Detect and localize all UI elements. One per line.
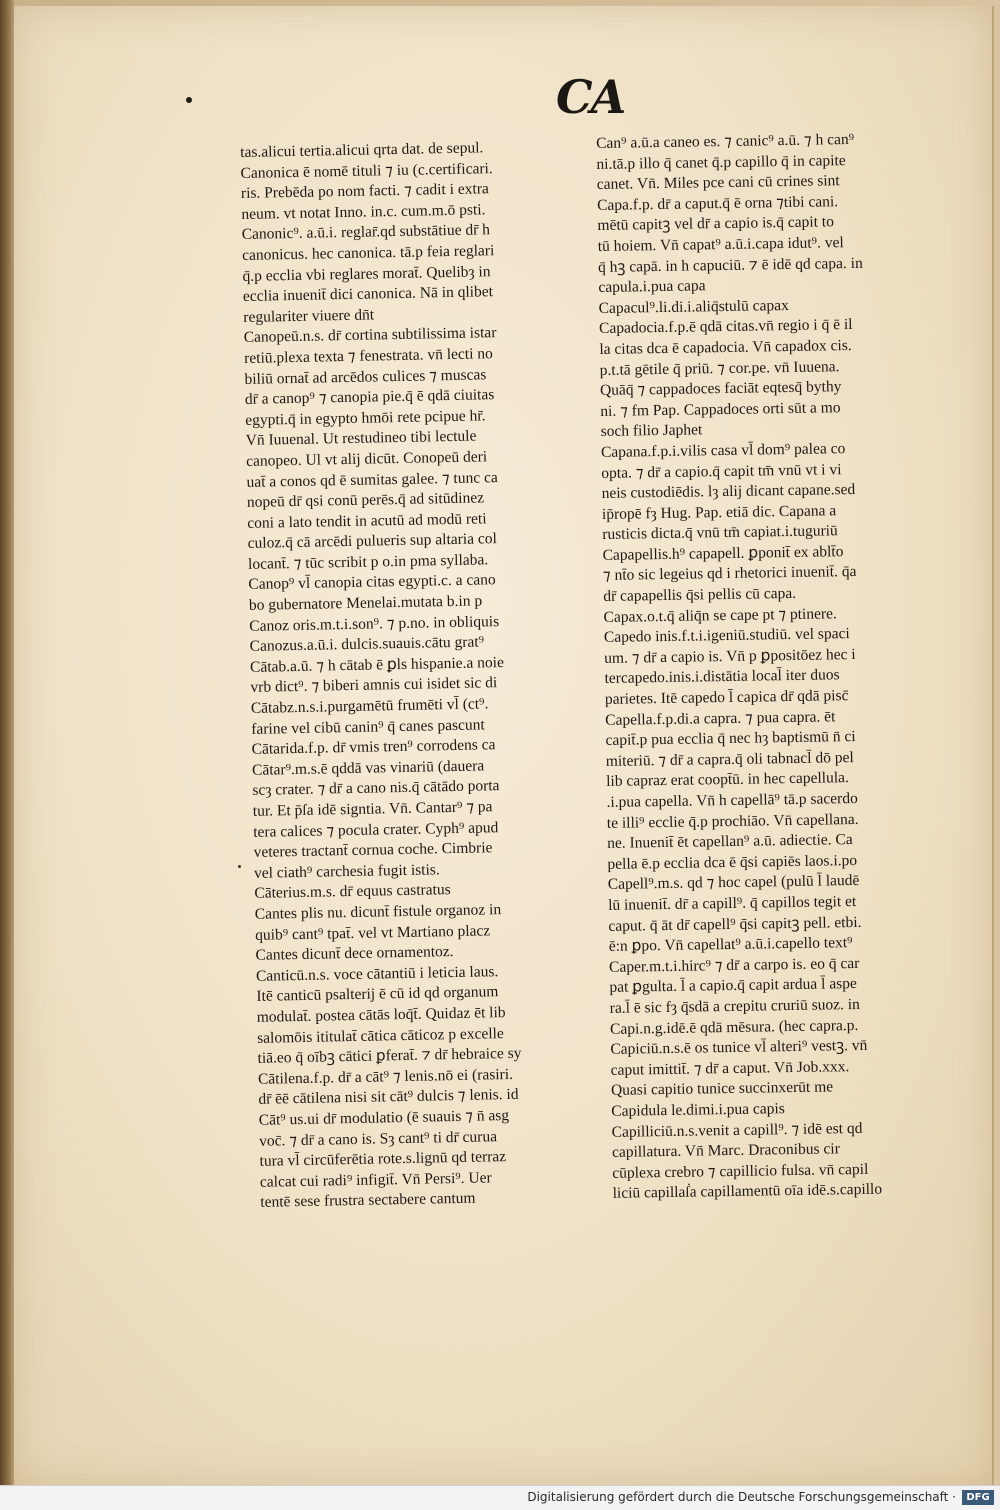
text-line: biliū ornat̄ ad arcēdos culices ⁊ muscas (244, 365, 487, 388)
text-line: modulat̄. postea cātās loq̄t̄. Quidaz ēt lib (256, 1004, 506, 1026)
text-line: ecclia inuenit̄ dici canonica. Nā in qlibet (242, 283, 494, 306)
text-line: Cātabz.n.s.i.purgamētū frumēti vl̄ (ct⁹. (250, 695, 489, 717)
text-line: Cantes plis nu. dicunt̄ fistule organoz in (254, 901, 502, 923)
text-line: Canonic⁹. a.ū.i. reglar̄.qd substātiue dr̄ h (241, 221, 491, 244)
text-line: tura vl̄ circūferētia rote.s.lignū qd terraz (259, 1148, 507, 1170)
text-line: Capacul⁹.li.di.i.aliq̄stulū capax (598, 296, 789, 317)
text-line: capillatura. Vn̄ Marc. Draconibus cir (611, 1140, 840, 1161)
text-line: Canonica ē nomē tituli ⁊ iu (c.certificari. (240, 159, 493, 182)
text-line: q̄.p ecclia vbi reglares morat̄. Quelibȝ in (242, 262, 491, 285)
text-line: Canop⁹ vl̄ canopia citas egypti.c. a cano (248, 571, 496, 594)
dfg-logo: DFG (962, 1490, 994, 1505)
text-line: uat̄ a conos qd ē sumitas galee. ⁊ tunc ca (246, 468, 498, 491)
text-line: Quāq̄ ⁊ cappadoces faciāt eqtesq̄ bythy (599, 378, 842, 400)
text-line: cūplexa crebro ⁊ capillicio fulsa. vn̄ capil (612, 1160, 869, 1182)
text-line: Capella.f.p.di.a capra. ⁊ pua capra. ēt (605, 707, 836, 729)
text-line: regulariter viuere dn̄t (243, 306, 375, 326)
text-line: parietes. Itē capedo l̄ capica dr̄ qdā pisc̄ (604, 687, 849, 708)
text-line: ē:n ꝑpo. Vn̄ capellat⁹ a.ū.i.capello text⁹ (608, 934, 853, 956)
text-line: Vn̄ Iuuenal. Ut restudineo tibi lectule (245, 427, 477, 450)
text-line: bo gubernatore Menelai.mutata b.in p (248, 592, 483, 614)
text-line: voc̄. ⁊ dr̄ a cano is. Sȝ cant⁹ ti dr̄ curua (258, 1127, 498, 1150)
text-line: neum. vt notat Inno. in.c. cum.m.ō psti. (241, 201, 486, 223)
text-line: calcat cui radi⁹ infigit̄. Vn̄ Persi⁹. Uer (259, 1169, 492, 1191)
text-line: Capa.f.p. dr̄ a caput.q̄ ē orna ⁊tibi cani. (596, 192, 839, 214)
text-line: vel ciath⁹ carchesia fugit istis. (253, 861, 440, 882)
text-line: tercapedo.inis.i.distātia local̄ iter duos (604, 666, 840, 688)
text-line: tū hoiem. Vn̄ capat⁹ a.ū.i.capa idut⁹. vel (597, 234, 844, 255)
text-line: caput. q̄ āt dr̄ capell⁹ q̄si capitꝫ pell. etbi. (608, 913, 862, 935)
text-line: canopeo. Ul vt alij dicūt. Conopeū deri (245, 448, 488, 470)
text-line: Canopeū.n.s. dr̄ cortina subtilissima istar (243, 324, 497, 347)
text-line: retiū.plexa texta ⁊ fenestrata. vn̄ lecti no (243, 345, 493, 367)
text-line: Cāt⁹ us.ui dr̄ modulatio (ē suauis ⁊ n̄ asg (258, 1106, 510, 1129)
text-line: veteres tractant̄ cornua coche. Cimbrie (253, 839, 493, 862)
text-line: Canozus.a.ū.i. dulcis.suauis.cātu grat⁹ (249, 633, 485, 656)
ink-dot-small (238, 865, 241, 868)
text-line: um. ⁊ dr̄ a capio is. Vn̄ p ꝑpositōez hec i (604, 645, 856, 667)
text-line: tas.alicui tertia.alicui qrta dat. de sepul. (240, 139, 484, 161)
text-line: coni a lato tendit in acutū ad modū reti (247, 510, 487, 532)
text-line: canet. Vn̄. Miles pce cani cū crines sint (596, 172, 840, 194)
text-line: canonicus. hec canonica. tā.p feia reglari (241, 242, 495, 264)
text-line: Capax.o.t.q̄ aliq̄n se cape pt ⁊ ptinere. (603, 604, 837, 626)
text-line: scȝ crater. ⁊ dr̄ a cano nis.q̄ cātādo porta (252, 777, 500, 800)
text-line: egypti.q̄ in egypto hmōi rete pcipue hr̄. (245, 407, 486, 429)
text-line: Cantes dicunt̄ dece ornamentoz. (255, 943, 454, 965)
text-line: miteriū. ⁊ dr̄ a capra.q̄ oli tabnacl̄ dō pel (605, 748, 854, 770)
text-line: opta. ⁊ dr̄ a capio.q̄ capit tm̄ vnū vt i vi (601, 460, 842, 482)
text-line: tiā.eo q̄ oībꝫ cātici ꝑferat̄. ⁊ dr̄ hebraice sy (257, 1044, 522, 1067)
text-line: farine vel cibū canin⁹ q̄ canes pascunt (251, 716, 485, 738)
text-line: Canoz oris.m.t.i.son⁹. ⁊ p.no. in obliquis (249, 612, 500, 635)
text-line: dr̄ a canop⁹ ⁊ canopia pie.q̄ ē qdā ciuitas (244, 386, 495, 409)
text-line: pella ē.p ecclia dca ē q̄si capiēs laos.i.po (607, 851, 858, 873)
text-line: lib capraz erat coopt̄ū. in hec capellula. (606, 769, 849, 791)
text-line: capit̄.p pua ecclia q̄ nec hȝ baptismū n̄ ci (605, 728, 856, 750)
page-headword: CA (556, 70, 625, 124)
text-line: lū inuenit̄. dr̄ a capill⁹. q̄ capillos tegit et (607, 892, 857, 914)
text-line: Capana.f.p.i.vilis casa vl̄ dom⁹ palea co (600, 440, 846, 461)
text-line: nopeū dr̄ qsi conū perēs.q̄ ad sitūdinez (246, 489, 485, 512)
text-line: Cātarida.f.p. dr̄ vmis tren⁹ corrodens ca (251, 736, 496, 759)
text-line: Capedo inis.f.t.i.igeniū.studiū. vel spaci (603, 625, 850, 647)
text-line: ris. Prebēda po nom facti. ⁊ cadit i extra (240, 180, 489, 203)
text-line: liciū capillaẛa capillamentū oīa idē.s.capillo (612, 1180, 883, 1203)
text-line: la citas dca ē capadocia. Vn̄ capadox cis. (599, 336, 852, 358)
left-text-column (240, 136, 600, 1213)
text-line: tera calices ⁊ pocula crater. Cyph⁹ apud (253, 818, 499, 841)
text-line: Can⁹ a.ū.a caneo es. ⁊ canic⁹ a.ū. ⁊ h can⁹ (596, 130, 855, 152)
text-line: caput imittit̄. ⁊ dr̄ a caput. Vn̄ Job.xxx. (610, 1057, 850, 1079)
text-line: locant̄. ⁊ tūc scribit p o.in pma syllaba. (247, 551, 489, 573)
text-line: culoz.q̄ cā arcēdi pulueris sup altaria col (247, 530, 497, 553)
text-line: quib⁹ cant⁹ tpat̄. vel vt Martiano placz (255, 921, 491, 944)
text-line: Caper.m.t.i.hirc⁹ ⁊ dr̄ a carpo is. eo q̄ car (608, 954, 860, 976)
text-line: Capidula le.dimi.i.pua capis (611, 1100, 785, 1120)
text-line: ni.tā.p illo q̄ canet q̄.p capillo q̄ in capite (596, 151, 846, 173)
text-line: Cātar⁹.m.s.ē qddā vas vinariū (dauera (251, 757, 485, 779)
text-line: ip̄ropē fȝ Hug. Pap. etiā dic. Capana a (601, 501, 837, 523)
text-line: Capapellis.h⁹ capapell. ꝑponit̄ ex ablt̄o (602, 543, 844, 564)
text-line: p.t.tā gētile q̄ priū. ⁊ cor.pe. vn̄ Iuuena. (599, 357, 840, 379)
funding-credit: Digitalisierung gefördert durch die Deutsche Forschungsgemeinschaft · (527, 1490, 956, 1504)
text-line: dr̄ capapellis q̄si pellis cū capa. (603, 584, 797, 606)
text-line: mētū capitꝫ vel dr̄ a capio is.q̄ capit to (597, 213, 835, 235)
text-line: tentē sese frustra sectabere cantum (260, 1189, 476, 1212)
text-line: Capadocia.f.p.ē qdā citas.vn̄ regio i q̄ ē il (598, 316, 853, 338)
text-line: Capilliciū.n.s.venit a capill⁹. ⁊ idē est qd (611, 1119, 863, 1141)
text-line: .i.pua capella. Vn̄ h capellā⁹ tā.p sacerdo (606, 789, 858, 811)
text-line: ne. Inuenit̄ ēt capellan⁹ a.ū. adiectie. Ca (607, 831, 853, 853)
text-line: ⁊ nt̄o sic legeius qd i rhetorici inuenit̄. q̄a (602, 563, 857, 585)
text-line: soch filio Japhet (600, 421, 703, 441)
book-binding-edge (0, 0, 14, 1510)
text-line: Cātab.a.ū. ⁊ h cātab ē ꝑls hispanie.a noie (249, 653, 505, 676)
text-line: ra.l̄ ē sic fȝ q̄sdā a crepitu cruriū suoz. in (609, 995, 861, 1017)
text-line: Capi.n.g.idē.ē qdā mēsura. (hec capra.p. (609, 1016, 859, 1038)
text-line: Canticū.n.s. voce cātantiū i leticia laus. (255, 962, 499, 985)
text-line: Itē canticū psalterij ē cū id qd organum (256, 983, 499, 1006)
right-text-column (596, 128, 965, 1204)
text-line: capula.i.pua capa (598, 277, 706, 297)
text-line: salomōis ititulat̄ cātica cāticoz p excelle (257, 1024, 504, 1047)
text-line: te illi⁹ ecclie q̄.p prochiāo. Vn̄ capellana. (606, 810, 859, 832)
text-line: ni. ⁊ fm Pap. Cappadoces orti sūt a mo (600, 398, 841, 420)
text-line: neis custodiēdis. lȝ alij dicant capane.sed (601, 481, 856, 503)
ink-dot (186, 97, 192, 103)
text-line: tur. Et p̄ſa idē signtia. Vn̄. Cantar⁹ ⁊ pa (252, 798, 493, 820)
text-line: Cāterius.m.s. dr̄ equus castratus (254, 881, 451, 903)
text-line: Quasi capitio tunice succinxerūt me (610, 1078, 834, 1100)
text-line: pat ꝑgulta. l̄ a capio.q̄ capit ardua l̄ aspe (609, 975, 857, 997)
text-line: vrb dict⁹. ⁊ biberi amnis cui isidet sic di (250, 674, 498, 697)
text-line: Capell⁹.m.s. qd ⁊ hoc capel (pulū l̄ laudē (607, 872, 860, 894)
text-line: dr̄ ēē cātilena nisi sit cāt⁹ dulcis ⁊ lenis. id (258, 1086, 519, 1109)
text-line: Cātilena.f.p. dr̄ a cāt⁹ ⁊ lenis.nō ei (rasiri. (257, 1065, 514, 1088)
footer-bar (0, 1485, 1000, 1510)
text-line: q̄ hꝫ capā. in h capuciū. ⁊ ē idē qd capa. in (597, 254, 863, 276)
text-line: rusticis dicta.q̄ vnū tm̄ capiat.i.tuguriū (602, 522, 838, 544)
text-line: Capiciū.n.s.ē os tunice vl̄ alteri⁹ vestꝫ. vn̄ (610, 1036, 868, 1059)
